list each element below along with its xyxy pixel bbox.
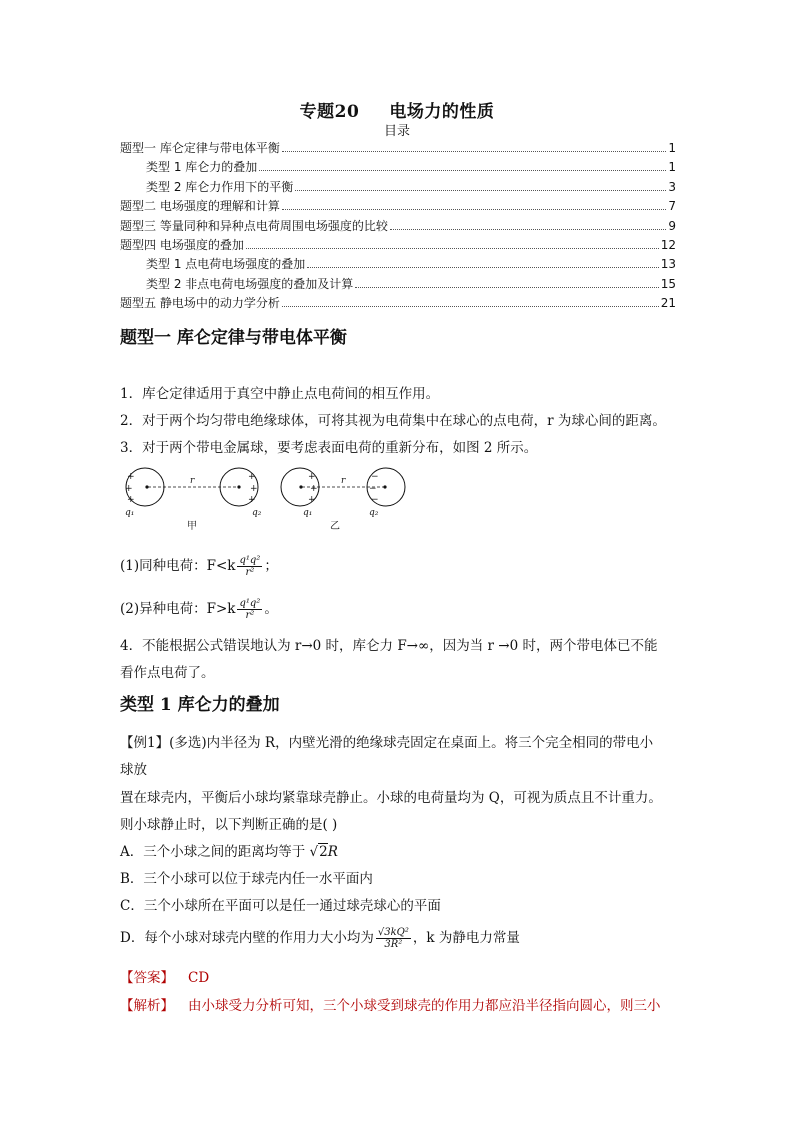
coulomb-fraction: $\frac{\text{q¹q²}}{\text{r²}}$ xyxy=(239,555,261,578)
svg-text:+: + xyxy=(248,472,256,482)
formula-unlike-charges: (2)异种电荷：F>k $\frac{\text{q¹q²}}{\text{r²}}$ 。 xyxy=(120,598,278,621)
analysis-line xyxy=(120,994,661,1014)
toc-item-label: 题型四 电场强度的叠加 xyxy=(120,237,244,252)
option-d: D．每个小球对球壳内壁的作用力大小均为 $\frac{\text{√3kQ²}}{\text{3R²}}$ ，k 为静电力常量 xyxy=(120,927,520,950)
fig-label-jia: 甲 xyxy=(187,521,197,532)
option-a: A．三个小球之间的距离均等于 √2R xyxy=(120,844,338,860)
analysis-text: 由小球受力分析可知，三个小球受到球壳的作用力都应沿半径指向圆心，则三小 xyxy=(188,998,661,1014)
paragraph: 看作点电荷了。 xyxy=(120,665,215,681)
paragraph: 4．不能根据公式错误地认为 r→0 时，库仑力 F→∞，因为当 r →0 时，两个带电体已不能 xyxy=(120,638,658,654)
svg-text:+: + xyxy=(248,495,256,505)
paragraph: 3．对于两个带电金属球，要考虑表面电荷的重新分布，如图 2 所示。 xyxy=(120,440,538,456)
figure-yi xyxy=(281,468,405,506)
figure-jia xyxy=(125,468,258,506)
coulomb-fraction: $\frac{\text{q¹q²}}{\text{r²}}$ xyxy=(239,598,261,621)
toc-item-page: 7 xyxy=(668,199,676,214)
answer-value: CD xyxy=(188,970,210,986)
toc-item[interactable] xyxy=(120,236,676,255)
toc-item-label: 题型五 静电场中的动力学分析 xyxy=(120,296,280,311)
svg-text:+: + xyxy=(127,472,135,482)
toc-item-label: 类型 2 库仑力作用下的平衡 xyxy=(146,179,294,194)
fig-r-label-1: r xyxy=(190,476,195,486)
title-left: 专题20 xyxy=(299,102,360,122)
subsection-heading: 类型 1 库仑力的叠加 xyxy=(120,695,280,715)
fig-q1-label: q₁ xyxy=(303,508,313,518)
charge-distribution-figure xyxy=(115,465,415,535)
fig-q1-label: q₁ xyxy=(125,508,135,518)
fig-q2-label: q₂ xyxy=(252,508,262,518)
svg-text:+: + xyxy=(308,495,316,505)
force-fraction: $\frac{\text{√3kQ²}}{\text{3R²}}$ xyxy=(377,927,409,950)
example-text: 【例1】(多选)内半径为 R，内壁光滑的绝缘球壳固定在桌面上。将三个完全相同的带电小 xyxy=(120,735,654,751)
answer-line xyxy=(120,966,209,986)
toc-item[interactable] xyxy=(120,197,676,216)
svg-text:+: + xyxy=(308,472,316,482)
fig-label-yi: 乙 xyxy=(330,521,340,532)
paragraph: 2．对于两个均匀带电绝缘球体，可将其视为电荷集中在球心的点电荷，r 为球心间的距离。 xyxy=(120,413,666,429)
toc-heading: 目录 xyxy=(383,124,410,139)
svg-text:+: + xyxy=(310,484,318,494)
example-text: 则小球静止时，以下判断正确的是( ) xyxy=(120,817,338,833)
formula-like-charges: (1)同种电荷：F<k $\frac{\text{q¹q²}}{\text{r²}}$ ； xyxy=(120,555,278,578)
toc-item-page: 21 xyxy=(660,296,676,311)
fig-r-label-2: r xyxy=(341,476,346,486)
toc-item-label: 题型二 电场强度的理解和计算 xyxy=(120,199,280,214)
toc-item-page: 12 xyxy=(660,237,676,252)
svg-text:+: + xyxy=(250,484,258,494)
option-c: C．三个小球所在平面可以是任一通过球壳球心的平面 xyxy=(120,898,441,914)
toc-item[interactable] xyxy=(120,294,676,313)
toc-item-page: 9 xyxy=(668,218,676,233)
title-right: 电场力的性质 xyxy=(389,102,495,122)
paragraph: 1．库仑定律适用于真空中静止点电荷间的相互作用。 xyxy=(120,386,440,402)
example-text: 球放 xyxy=(120,762,147,778)
toc-item-page: 13 xyxy=(660,257,676,272)
option-b: B．三个小球可以位于球壳内任一水平面内 xyxy=(120,871,373,887)
svg-text:−: − xyxy=(369,484,377,494)
toc-item[interactable] xyxy=(120,139,676,158)
toc-item[interactable] xyxy=(120,178,676,197)
section-heading: 题型一 库仑定律与带电体平衡 xyxy=(120,328,347,348)
toc-item-page: 3 xyxy=(668,179,676,194)
toc-item[interactable] xyxy=(120,275,676,294)
example-text: 置在球壳内，平衡后小球均紧靠球壳静止。小球的电荷量均为 Q，可视为质点且不计重力。 xyxy=(120,790,662,806)
toc-item-page: 1 xyxy=(668,141,676,155)
toc-item-label: 类型 2 非点电荷电场强度的叠加及计算 xyxy=(146,276,354,291)
svg-text:+: + xyxy=(127,495,135,505)
toc-item-label: 题型三 等量同种和异种点电荷周围电场强度的比较 xyxy=(120,218,388,233)
toc-item[interactable] xyxy=(120,217,676,236)
toc-item-page: 15 xyxy=(660,276,676,291)
toc-item[interactable] xyxy=(120,255,676,274)
analysis-label: 【解析】 xyxy=(120,998,174,1014)
toc-item-label: 类型 1 点电荷电场强度的叠加 xyxy=(146,257,306,272)
page-title xyxy=(0,97,794,122)
toc-item[interactable] xyxy=(120,158,676,177)
fig-q2-label: q₂ xyxy=(369,508,379,518)
answer-label: 【答案】 xyxy=(120,970,174,986)
table-of-contents xyxy=(120,139,676,314)
svg-text:−: − xyxy=(371,495,379,505)
svg-text:+: + xyxy=(125,484,133,494)
svg-text:−: − xyxy=(371,472,379,482)
toc-item-label: 题型一 库仑定律与带电体平衡 xyxy=(120,141,280,155)
toc-item-label: 类型 1 库仑力的叠加 xyxy=(146,160,258,175)
toc-item-page: 1 xyxy=(668,160,676,175)
